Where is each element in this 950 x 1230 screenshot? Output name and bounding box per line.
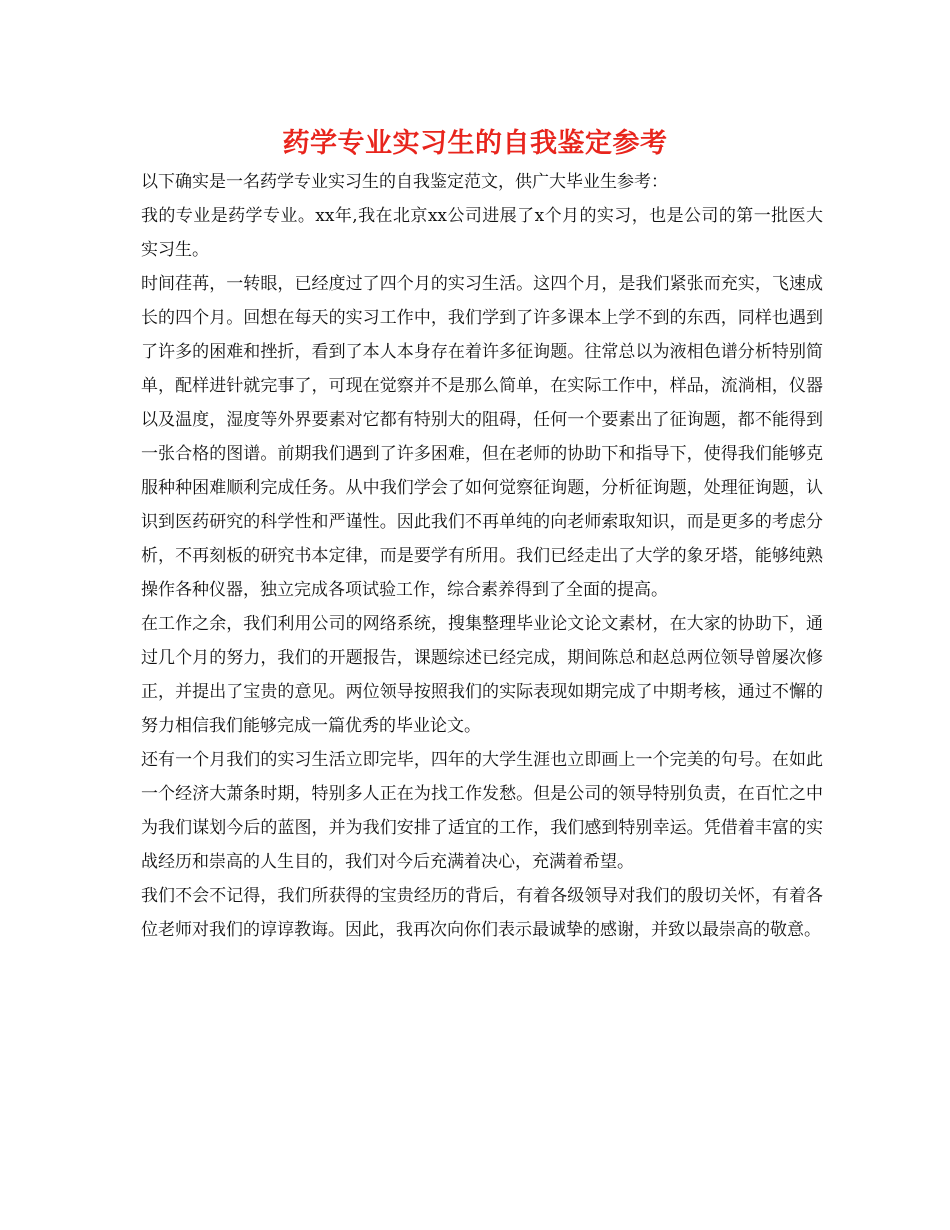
paragraph-graduation-outlook: 还有一个月我们的实习生活立即完毕，四年的大学生涯也立即画上一个完美的句号。在如此一个经济大萧条时期，特别多人正在为找工作发愁。但是公司的领导特别负责，在百忙之中为我们谋划今后的蓝图，并为我们安排了适宜的工作，我们感到特别幸运。凭借着丰富的实战经历和崇高的人生目的，我们对今后充满着决心，充满着希望。	[141, 750, 823, 872]
paragraph-internship-experience: 时间荏苒，一转眼，已经度过了四个月的实习生活。这四个月，是我们紧张而充实，飞速成长的四个月。回想在每天的实习工作中，我们学到了许多课本上学不到的东西，同样也遇到了许多的困难和挫折，看到了本人本身存在着许多征询题。往常总以为液相色谱分析特别简单，配样进针就完事了，可现在觉察并不是那么简单，在实际工作中，样品，流淌相，仪器以及温度，湿度等外界要素对它都有特别大的阻碍，任何一个要素出了征询题，都不能得到一张合格的图谱。前期我们遇到了许多困难，但在老师的协助下和指导下，使得我们能够克服种种困难顺利完成任务。从中我们学会了如何觉察征询题，分析征询题，处理征询题，认识到医药研究的科学性和严谨性。因此我们不再单纯的向老师索取知识，而是更多的考虑分析，不再刻板的研究书本定律，而是要学有所用。我们已经走出了大学的象牙塔，能够纯熟操作各种仪器，独立完成各项试验工作，综合素养得到了全面的提高。	[141, 274, 823, 600]
paragraph-major: 我的专业是药学专业。xx年,我在北京xx公司进展了x个月的实习，也是公司的第一批医大实习生。	[141, 206, 823, 260]
document-title: 药学专业实习生的自我鉴定参考	[282, 128, 668, 159]
paragraph-thesis-work: 在工作之余，我们利用公司的网络系统，搜集整理毕业论文论文素材，在大家的协助下，通过几个月的努力，我们的开题报告，课题综述已经完成，期间陈总和赵总两位领导曾屡次修正，并提出了宝贵的意见。两位领导按照我们的实际表现如期完成了中期考核，通过不懈的努力相信我们能够完成一篇优秀的毕业论文。	[141, 614, 823, 736]
document-body	[141, 165, 823, 947]
paragraph-intro: 以下确实是一名药学专业实习生的自我鉴定范文，供广大毕业生参考：	[141, 172, 668, 192]
paragraph-gratitude: 我们不会不记得，我们所获得的宝贵经历的背后，有着各级领导对我们的殷切关怀，有着各位老师对我们的谆谆教诲。因此，我再次向你们表示最诚挚的感谢，并致以最崇高的敬意。	[141, 886, 823, 940]
